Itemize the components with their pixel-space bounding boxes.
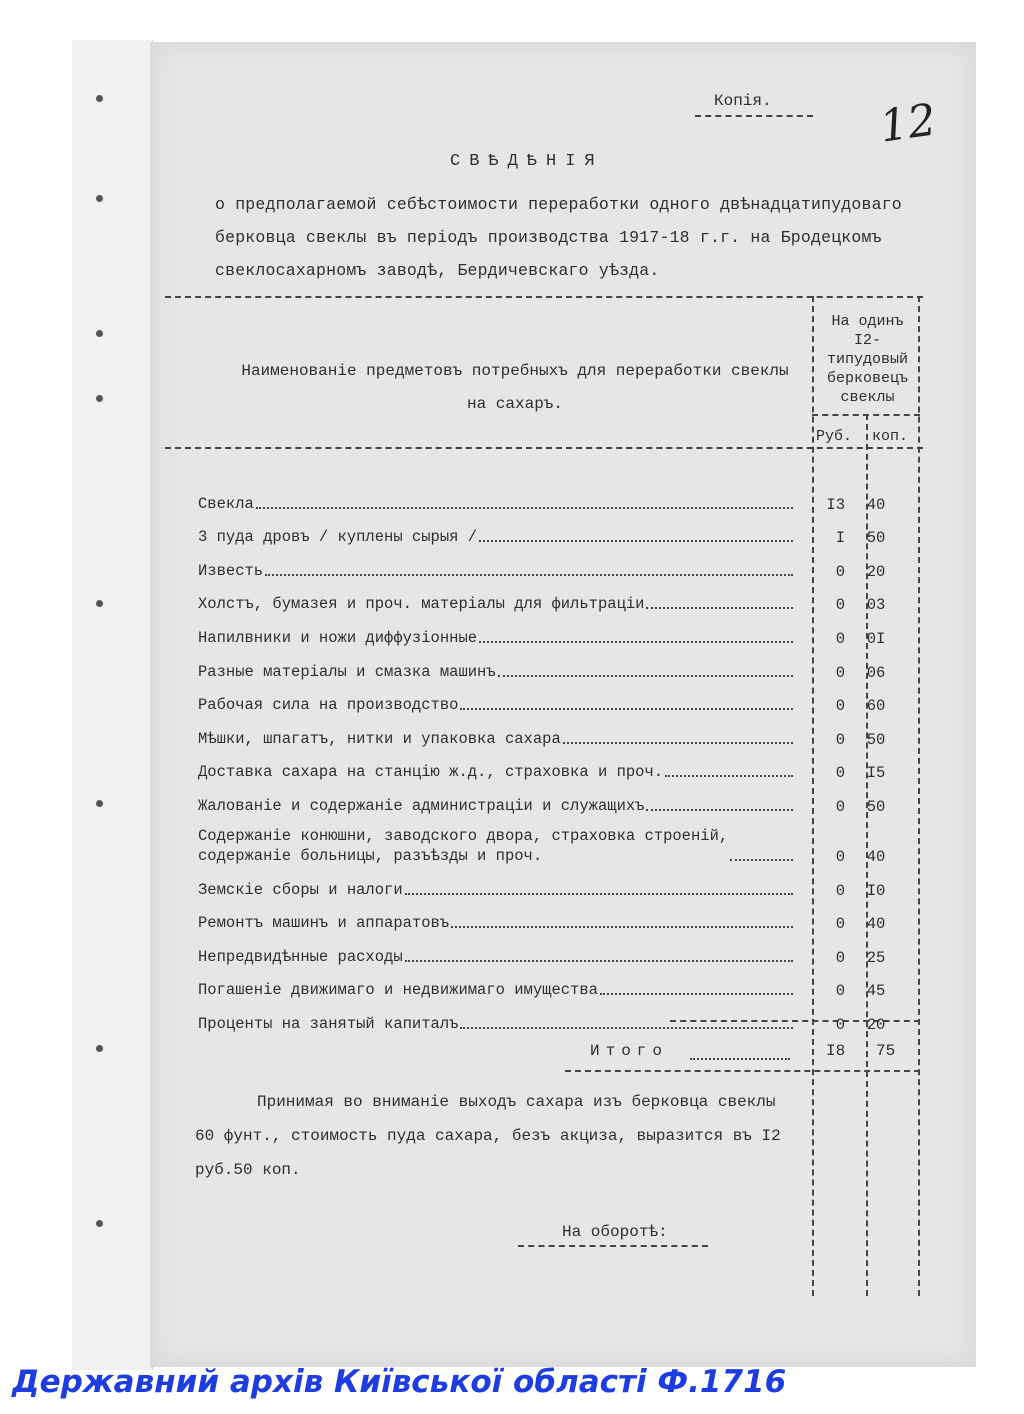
row-kop: 45	[866, 982, 886, 1001]
dot-leader	[730, 859, 793, 861]
divider	[695, 115, 813, 117]
binding-hole	[96, 330, 103, 337]
column-divider	[918, 296, 920, 1296]
row-rub: 0	[835, 881, 845, 900]
row-kop: 03	[866, 596, 886, 615]
item-name: Рабочая сила на производство	[198, 696, 459, 715]
dot-leader	[646, 607, 793, 609]
row-rub: 0	[835, 982, 845, 1001]
table-row	[198, 480, 918, 514]
binding-hole	[96, 1045, 103, 1052]
item-name: Содержаніе конюшни, заводского двора, страховка строеній, содержаніе больницы, разъѣзды и проч.	[198, 826, 729, 865]
dot-leader	[690, 1058, 790, 1060]
row-label	[198, 695, 793, 715]
row-rub: I	[835, 529, 845, 548]
row-kop: 25	[866, 948, 886, 967]
row-label	[198, 561, 793, 581]
table-row	[198, 782, 918, 816]
table-row	[198, 715, 918, 749]
row-label	[198, 729, 793, 749]
row-label	[198, 913, 793, 933]
table-row	[198, 648, 918, 682]
row-label	[198, 762, 793, 782]
row-kop: I0	[866, 881, 886, 900]
total-kop: 75	[876, 1042, 896, 1060]
cost-table-body	[198, 480, 918, 1034]
row-rub: 0	[835, 663, 845, 682]
row-rub: I3	[826, 495, 845, 514]
dot-leader	[646, 809, 793, 811]
table-row	[198, 967, 918, 1001]
row-kop: 20	[866, 562, 886, 581]
dot-leader	[600, 993, 793, 995]
dot-leader	[405, 893, 793, 895]
row-label	[198, 826, 793, 866]
row-rub: 0	[835, 730, 845, 749]
row-kop: 50	[866, 797, 886, 816]
total-label: Итого	[590, 1042, 669, 1060]
row-kop: 20	[866, 1015, 886, 1034]
table-row	[198, 1000, 918, 1034]
archive-watermark: Державний архів Київської області Ф.1716	[12, 1364, 787, 1400]
row-label	[198, 527, 793, 547]
item-name: Напилвники и ножи диффузіонные	[198, 628, 478, 647]
dot-leader	[265, 574, 793, 576]
row-rub: 0	[835, 764, 845, 783]
column-header-kop: коп.	[872, 428, 909, 445]
dot-leader	[479, 641, 793, 643]
dot-leader	[256, 507, 793, 509]
dot-leader	[479, 540, 793, 542]
binding-strip	[72, 40, 153, 1370]
row-rub: 0	[835, 797, 845, 816]
row-kop: 06	[866, 663, 886, 682]
dot-leader	[405, 960, 793, 962]
table-row	[198, 866, 918, 900]
table-row	[198, 614, 918, 648]
item-name: Известь	[198, 561, 264, 580]
column-header-cost: На одинъ I2-типудовый берковецъ свеклы	[826, 313, 908, 406]
item-name: Разные матеріалы и смазка машинъ	[198, 662, 496, 681]
document-subtitle: о предполагаемой себѣстоимости переработки одного двѣнадцатипудоваго берковца свеклы въ періодъ производства 1917-18 г.г. на Бродецкомъ свеклосахарномъ заводѣ, Бердичевскаго уѣзда.	[215, 195, 902, 280]
table-row	[198, 581, 918, 615]
row-label	[198, 1014, 793, 1034]
row-label	[198, 628, 793, 648]
binding-hole	[96, 800, 103, 807]
row-kop: 50	[866, 529, 886, 548]
table-row	[198, 900, 918, 934]
table-row	[198, 547, 918, 581]
column-header-rub: Руб.	[816, 428, 853, 445]
table-row	[198, 816, 918, 866]
item-name: Мѣшки, шпагатъ, нитки и упаковка сахара	[198, 729, 561, 748]
document-title: СВѢДѢНІЯ	[450, 152, 604, 171]
divider	[518, 1245, 708, 1247]
binding-hole	[96, 195, 103, 202]
row-rub: 0	[835, 948, 845, 967]
row-label	[198, 662, 793, 682]
binding-hole	[96, 95, 103, 102]
binding-hole	[96, 1220, 103, 1227]
item-name: Проценты на занятый капиталъ	[198, 1014, 459, 1033]
row-rub: 0	[835, 629, 845, 648]
item-name: 3 пуда дровъ / куплены сырыя /	[198, 528, 478, 547]
row-kop: 40	[866, 847, 886, 866]
row-kop: 0I	[866, 629, 886, 648]
row-label	[198, 947, 793, 967]
summary-note: Принимая во вниманіе выходъ сахара изъ берковца свеклы 60 фунт., стоимость пуда сахара, безъ акциза, выразится въ I2 руб.50 коп.	[195, 1093, 781, 1179]
item-name: Ремонтъ машинъ и аппаратовъ	[198, 914, 450, 933]
handwritten-page-number: 12	[876, 94, 940, 153]
table-row	[198, 682, 918, 716]
dot-leader	[665, 775, 793, 777]
total-rub: I8	[826, 1042, 846, 1060]
table-header-border	[165, 447, 923, 449]
row-label	[198, 880, 793, 900]
row-label	[198, 796, 793, 816]
row-label	[198, 980, 793, 1000]
row-rub: 0	[835, 915, 845, 934]
row-label	[198, 494, 793, 514]
row-kop: 50	[866, 730, 886, 749]
item-name: Свекла	[198, 494, 254, 513]
row-rub: 0	[835, 1015, 845, 1034]
row-kop: I5	[866, 764, 886, 783]
item-name: Жалованіе и содержаніе администраціи и служащихъ	[198, 796, 645, 815]
table-top-border	[165, 296, 923, 298]
dot-leader	[563, 742, 793, 744]
dot-leader	[460, 708, 793, 710]
row-kop: 40	[866, 915, 886, 934]
item-name: Земскіе сборы и налоги	[198, 880, 403, 899]
table-row	[198, 514, 918, 548]
table-row	[198, 933, 918, 967]
row-rub: 0	[835, 596, 845, 615]
dot-leader	[498, 675, 793, 677]
column-header-items: Наименованіе предметовъ потребныхъ для переработки свеклы на сахаръ.	[241, 362, 789, 413]
binding-hole	[96, 395, 103, 402]
dot-leader	[451, 926, 793, 928]
row-rub: 0	[835, 697, 845, 716]
item-name: Холстъ, бумазея и проч. матеріалы для фильтраціи	[198, 595, 645, 614]
item-name: Доставка сахара на станцію ж.д., страховка и проч.	[198, 763, 664, 782]
row-kop: 40	[866, 495, 886, 514]
binding-hole	[96, 600, 103, 607]
row-rub: 0	[835, 847, 845, 866]
item-name: Непредвидѣнные расходы	[198, 947, 403, 966]
copy-label: Копія.	[714, 92, 772, 110]
row-label	[198, 594, 793, 614]
row-rub: 0	[835, 562, 845, 581]
dot-leader	[460, 1027, 793, 1029]
table-row	[198, 749, 918, 783]
row-kop: 60	[866, 697, 886, 716]
item-name: Погашеніе движимаго и недвижимаго имущества	[198, 981, 598, 1000]
overleaf-label: На оборотѣ:	[562, 1223, 668, 1241]
